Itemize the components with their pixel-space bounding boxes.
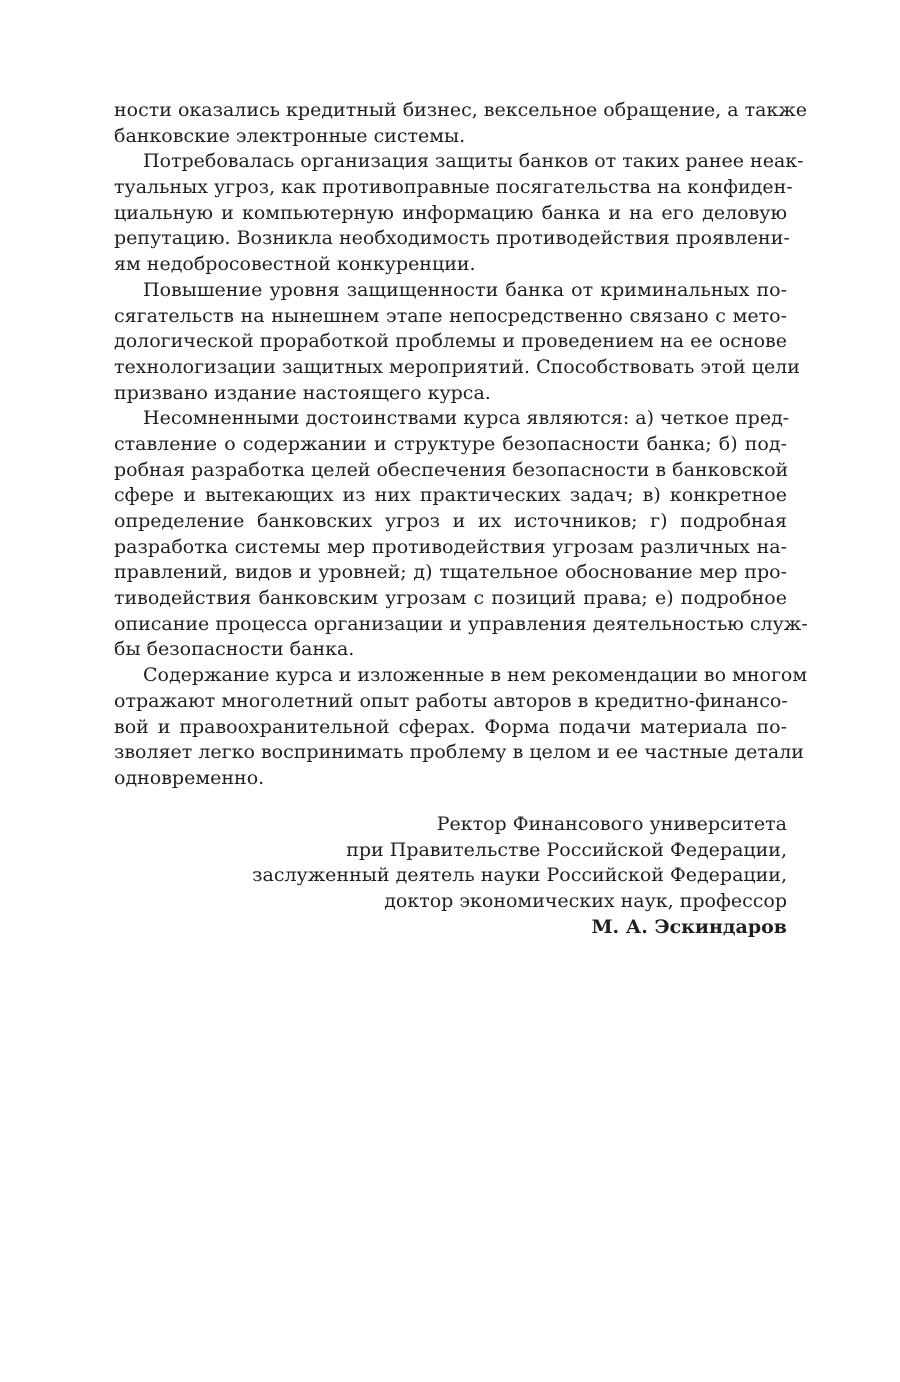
text-line: туальных угроз, как противоправные посягательства на конфиден-: [114, 176, 793, 199]
signature-line: доктор экономических наук, профессор: [384, 890, 787, 913]
paragraph: [114, 278, 800, 406]
text-line: технологизации защитных мероприятий. Способствовать этой цели: [114, 355, 800, 378]
paragraph: [114, 98, 808, 149]
text-line: робная разработка целей обеспечения безопасности в банковской: [114, 458, 789, 481]
body-text: [114, 98, 808, 792]
text-line: призвано издание настоящего курса.: [114, 381, 491, 404]
signature-line: при Правительстве Российской Федерации,: [346, 838, 787, 861]
text-line: ставление о содержании и структуре безопасности банка; б) под-: [114, 432, 787, 455]
paragraph: [114, 663, 808, 791]
signature-block: [114, 812, 787, 941]
text-line: сягательств на нынешнем этапе непосредственно связано с мето-: [114, 304, 787, 327]
text-line: бы безопасности банка.: [114, 638, 355, 661]
text-line: банковские электронные системы.: [114, 124, 466, 147]
text-line: репутацию. Возникла необходимость противодействия проявлени-: [114, 227, 790, 250]
signature-line: Ректор Финансового университета: [436, 813, 787, 835]
text-line: Повышение уровня защищенности банка от криминальных по-: [143, 278, 787, 301]
text-line: разработка системы мер противодействия угрозам различных на-: [114, 535, 787, 558]
text-line: ности оказались кредитный бизнес, вексельное обращение, а также: [114, 99, 808, 121]
paragraph: [114, 406, 808, 663]
text-line: Содержание курса и изложенные в нем рекомендации во многом: [143, 664, 808, 687]
text-line: одновременно.: [114, 766, 265, 789]
text-line: отражают многолетний опыт работы авторов в кредитно-финансо-: [114, 689, 788, 712]
signature-line: заслуженный деятель науки Российской Федерации,: [252, 864, 787, 887]
paragraph: [114, 149, 804, 277]
text-line: Несомненными достоинствами курса являются: а) четкое пред-: [143, 407, 790, 430]
text-line: тиводействия банковским угрозам с позиций права; е) подробное: [114, 587, 787, 610]
text-line: дологической проработкой проблемы и проведением на ее основе: [114, 330, 787, 353]
text-line: определение банковских угроз и их источников; г) подробная: [114, 510, 787, 532]
text-line: описание процесса организации и управления деятельностью служ-: [114, 612, 808, 635]
text-line: Потребовалась организация защиты банков от таких ранее неак-: [143, 150, 804, 173]
text-line: правлений, видов и уровней; д) тщательное обоснование мер про-: [114, 561, 787, 584]
signatory-name: М. А. Эскиндаров: [591, 915, 787, 938]
text-line: сфере и вытекающих из них практических задач; в) конкретное: [114, 484, 787, 507]
text-line: ям недобросовестной конкуренции.: [114, 253, 476, 276]
text-line: циальную и компьютерную информацию банка и на его деловую: [114, 201, 787, 224]
text-line: вой и правоохранительной сферах. Форма подачи материала по-: [114, 715, 787, 738]
text-line: зволяет легко воспринимать проблему в целом и ее частные детали: [114, 741, 804, 764]
